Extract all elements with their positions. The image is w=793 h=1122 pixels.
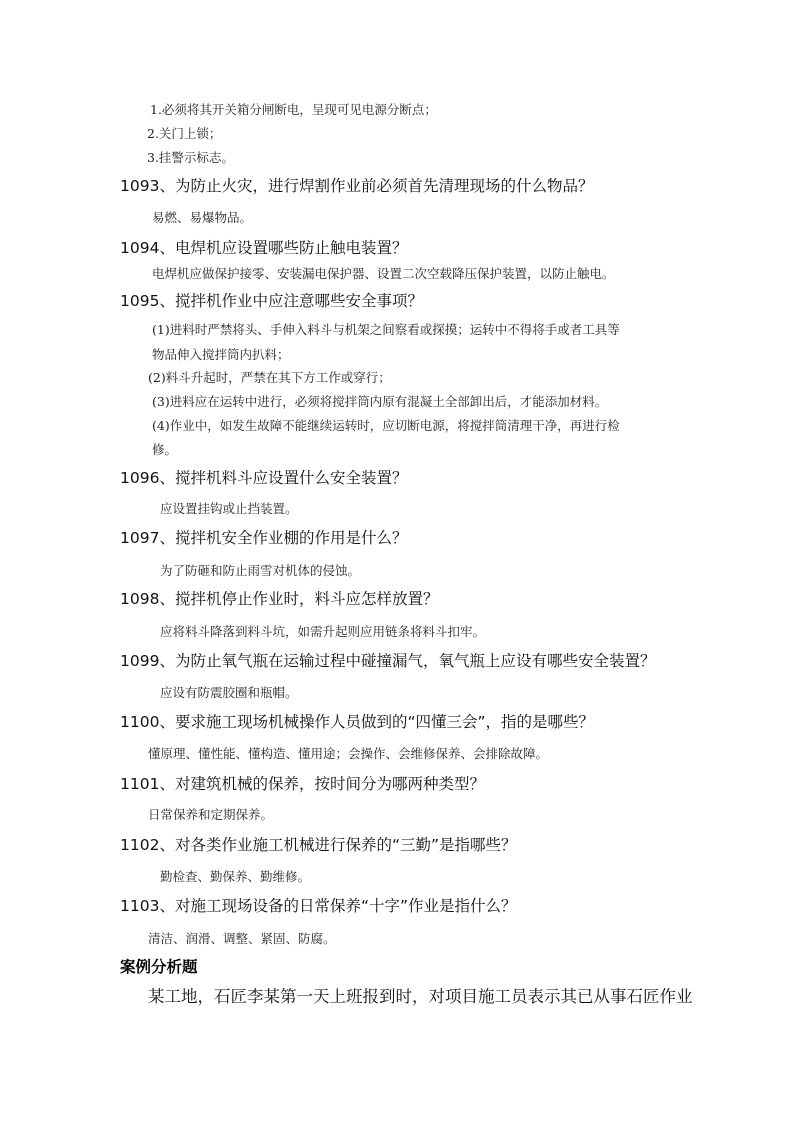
answer-1093: 易燃、易爆物品。 <box>152 210 253 225</box>
answer-1095-line: (4)作业中，如发生故障不能继续运转时，应切断电源，将搅拌筒清理干净，再进行检 <box>152 418 620 433</box>
intro-item: 3.挂警示标志。 <box>147 150 234 165</box>
case-body: 某工地，石匠李某第一天上班报到时，对项目施工员表示其已从事石匠作业 <box>148 987 693 1006</box>
answer-1102: 勤检查、勤保养、勤维修。 <box>160 869 311 884</box>
question-1095: 1095、搅拌机作业中应注意哪些安全事项？ <box>120 292 423 310</box>
question-1100: 1100、要求施工现场机械操作人员做到的“四懂三会”，指的是哪些？ <box>120 713 595 731</box>
question-1096: 1096、搅拌机料斗应设置什么安全装置？ <box>120 469 408 487</box>
answer-1100: 懂原理、懂性能、懂构造、懂用途；会操作、会维修保养、会排除故障。 <box>148 746 549 761</box>
question-1101: 1101、对建筑机械的保养，按时间分为哪两种类型？ <box>120 775 485 793</box>
answer-1095-line: 修。 <box>152 442 178 457</box>
answer-1096: 应设置挂钩或止挡装置。 <box>160 501 298 516</box>
answer-1094: 电焊机应做保护接零、安装漏电保护器、设置二次空载降压保护装置，以防止触电。 <box>152 266 615 281</box>
answer-1095-line: 物品伸入搅拌筒内扒料； <box>152 347 290 362</box>
section-heading: 案例分析题 <box>120 958 198 976</box>
question-1103: 1103、对施工现场设备的日常保养“十字”作业是指什么？ <box>120 897 517 915</box>
answer-1097: 为了防砸和防止雨雪对机体的侵蚀。 <box>160 563 361 578</box>
question-1093: 1093、为防止火灾，进行焊割作业前必须首先清理现场的什么物品？ <box>120 177 594 195</box>
answer-1098: 应将料斗降落到料斗坑，如需升起则应用链条将料斗扣牢。 <box>160 624 486 639</box>
question-1098: 1098、搅拌机停止作业时，料斗应怎样放置？ <box>120 590 439 608</box>
question-1099: 1099、为防止氧气瓶在运输过程中碰撞漏气，氧气瓶上应设有哪些安全装置？ <box>120 652 656 670</box>
intro-item: 2.关门上锁； <box>147 126 222 141</box>
question-1094: 1094、电焊机应设置哪些防止触电装置？ <box>120 239 408 257</box>
answer-1095-line: (1)进料时严禁将头、手伸入料斗与机架之间察看或探摸；运转中不得将手或者工具等 <box>152 322 620 337</box>
answer-1101: 日常保养和定期保养。 <box>148 807 274 822</box>
answer-1095-line: (2)料斗升起时，严禁在其下方工作或穿行； <box>148 370 391 385</box>
answer-1095-line: (3)进料应在运转中进行，必须将搅拌筒内原有混凝土全部卸出后，才能添加材料。 <box>152 394 608 409</box>
answer-1099: 应设有防震胶圈和瓶帽。 <box>160 685 298 700</box>
intro-item: 1.必须将其开关箱分闸断电，呈现可见电源分断点； <box>150 102 437 117</box>
question-1102: 1102、对各类作业施工机械进行保养的“三勤”是指哪些？ <box>120 836 517 854</box>
answer-1103: 清洁、润滑、调整、紧固、防腐。 <box>148 931 336 946</box>
question-1097: 1097、搅拌机安全作业棚的作用是什么？ <box>120 529 408 547</box>
